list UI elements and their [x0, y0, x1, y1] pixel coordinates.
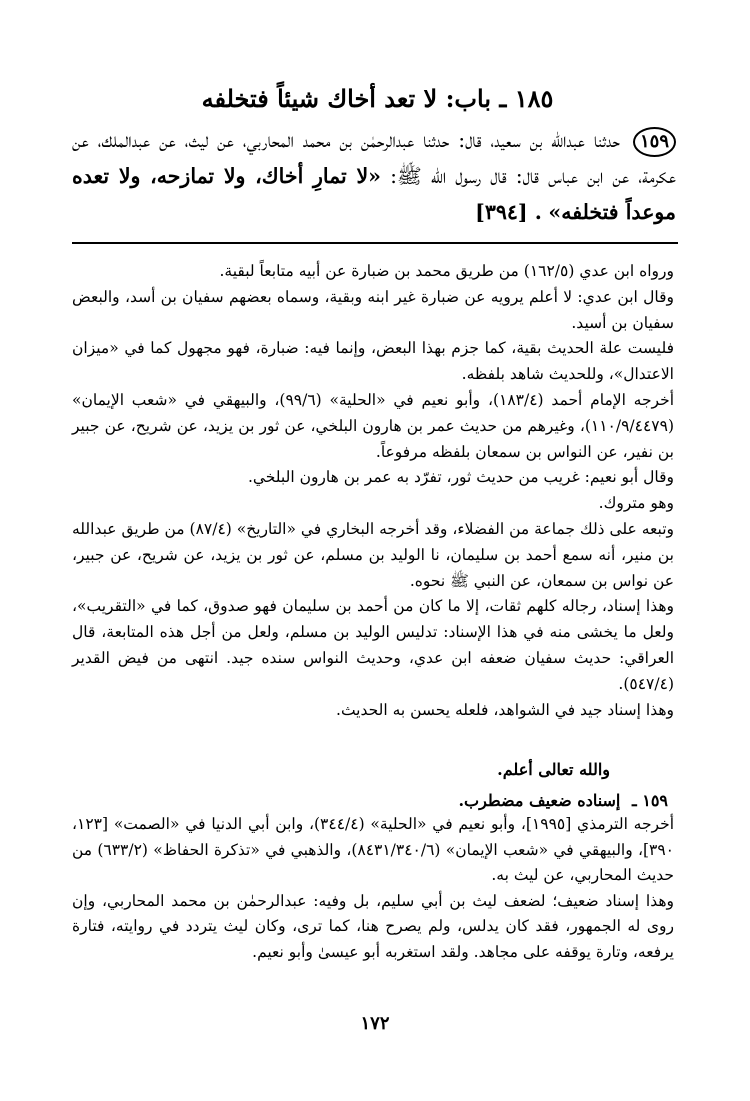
footnotes-block: [72, 259, 674, 723]
note-paragraph: أخرجه الإمام أحمد (١٨٣/٤)، وأبو نعيم في «الحلية» (٩٩/٦)، والبيهقي في «شعب الإيمان» (١١٠/٩/٤٤٧٩)، وغيرهم من حديث عمر بن هارون البلخي، عن ثور بن يزيد، عن شريح، عن جبير بن نفير، عن النواس بن سمعان بلفظه مرفوعاً.: [72, 390, 674, 461]
note-paragraph: وقال أبو نعيم: غريب من حديث ثور، تفرّد به عمر بن هارون البلخي.: [247, 468, 674, 487]
note-paragraph: ورواه ابن عدي (١٦٢/٥) من طريق محمد بن ضبارة عن أبيه متابعاً لبقية.: [219, 262, 674, 280]
closing-phrase: والله تعالى أعلم.: [497, 760, 610, 779]
note-paragraph: وهذا إسناد، رجاله كلهم ثقات، إلا ما كان من أحمد بن سليمان فهو صدوق، كما في «التقريب»، ولعل ما يخشى منه في هذا الإسناد: تدليس الوليد بن مسلم، ولعل من أجل هذه المتابعة، قال العراقي: حديث سفيان ضعفه ابن عدي، وحديث النواس سنده جيد. انتهى من فيض القدير (٥٤٧/٤).: [72, 597, 674, 693]
grading-line: [72, 789, 668, 813]
grading-text: إسناده ضعيف مضطرب.: [458, 791, 621, 810]
hadith-matn: «لا تمارِ أخاك، ولا تمازحه، ولا تعده موعداً فتخلفه»: [72, 164, 676, 224]
takhrij-paragraph: أخرجه الترمذي [١٩٩٥]، وأبو نعيم في «الحلية» (٣٤٤/٤)، وابن أبي الدنيا في «الصمت» [١٢٣، ٣٩٠]، والبيهقي في «شعب الإيمان» (٨٤٣١/٣٤٠/٦)، والذهبي في «تذكرة الحفاظ» (٦٣٣/٢) من حديث المحاربي، عن ليث به.: [72, 815, 675, 884]
footnote-divider: [72, 242, 678, 244]
note-paragraph: وقال ابن عدي: لا أعلم يرويه عن ضبارة غير ابنه وبقية، وسماه بعضهم سفيان بن أسد، والبعض سفيان بن أسيد.: [72, 287, 674, 332]
hadith-isnad: حدثنا عبدالله بن سعيد، قال: حدثنا عبدالرحمٰن بن محمد المحاربي، عن ليث، عن عبدالملك، عن عكرمة، عن ابن عباس قال: قال رسول الله ﷺ:: [72, 128, 676, 188]
note-paragraph: وتبعه على ذلك جماعة من الفضلاء، وقد أخرجه البخاري في «التاريخ» (٨٧/٤) من طريق عبدالله بن منير، أنه سمع أحمد بن سليمان، نا الوليد بن مسلم، عن ثور بن يزيد، عن شريح، عن جبير، عن نواس بن سمعان، عن النبي ﷺ نحوه.: [71, 519, 674, 590]
hadith-reference: . [٣٩٤]: [475, 200, 542, 224]
takhrij-paragraph: وهذا إسناد ضعيف؛ لضعف ليث بن أبي سليم، بل وفيه: عبدالرحمٰن بن محمد المحاربي، وإن روى له الجمهور، فقد كان يدلس، ولم يصرح هنا، كما ترى، وكان ليث يتردد في روايته، فتارة يرفعه، وتارة يوقفه على مجاهد. ولقد استغربه أبو عيسىٰ وأبو نعيم.: [72, 891, 674, 961]
note-paragraph: وهو متروك.: [598, 494, 674, 513]
hadith-text: [72, 122, 676, 230]
chapter-heading: ١٨٥ ـ باب: لا تعد أخاك شيئاً فتخلفه: [201, 84, 554, 113]
page-number: ١٧٢: [360, 1013, 390, 1034]
hadith-number-badge: ١٥٩: [633, 127, 676, 157]
takhrij-block: [72, 812, 674, 965]
note-paragraph: وهذا إسناد جيد في الشواهد، فلعله يحسن به الحديث.: [336, 700, 674, 719]
note-paragraph: فليست علة الحديث بقية، كما جزم بهذا البعض، وإنما فيه: ضبارة، فهو مجهول كما في «ميزان الاعتدال»، وللحديث شاهد بلفظه.: [72, 339, 674, 384]
grading-number: ١٥٩ ـ: [631, 791, 668, 810]
